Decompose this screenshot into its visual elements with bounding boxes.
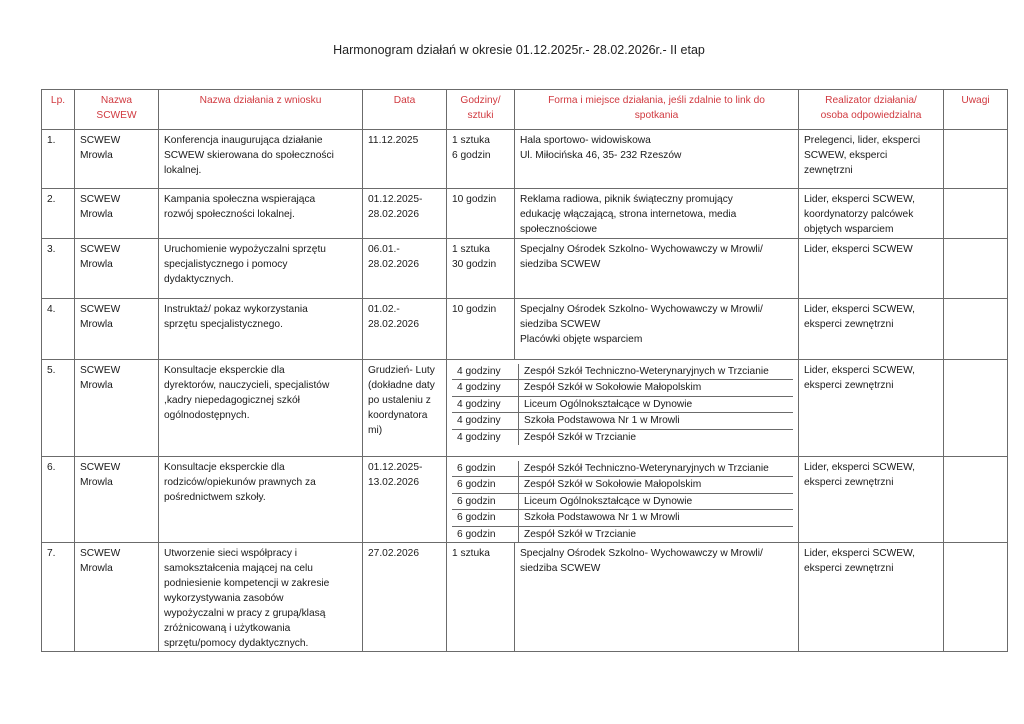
nazwa-text: SCWEW skierowana do społeczności: [164, 150, 334, 161]
forma-text: Reklama radiowa, piknik świąteczny promujący: [520, 194, 733, 205]
cell-scwew: [75, 239, 159, 299]
realizator-text: Lider, eksperci SCWEW: [804, 244, 913, 255]
cell-forma: [515, 189, 799, 239]
document-title: Harmonogram działań w okresie 01.12.2025r.- 28.02.2026r.- II etap: [333, 43, 705, 57]
table-body: [42, 130, 1008, 652]
cell-nazwa: [159, 239, 363, 299]
nazwa-text: Utworzenie sieci współpracy i: [164, 547, 298, 559]
sub-row: [452, 477, 793, 493]
header-label: Data: [393, 95, 416, 106]
sub-row: [452, 413, 793, 429]
sub-godziny: 6 godzin: [452, 461, 519, 476]
data-text: mi): [368, 425, 383, 436]
cell-forma: [515, 130, 799, 189]
cell-data: [363, 360, 447, 457]
cell-scwew: [75, 130, 159, 189]
cell-godziny: [447, 299, 515, 360]
cell-scwew: [75, 457, 159, 543]
cell-realizator: [799, 130, 944, 189]
data-text: (dokładne daty: [368, 380, 435, 391]
data-text: 11.12.2025: [368, 135, 419, 146]
cell-lp: 1.: [42, 130, 75, 189]
godziny-text: 1 sztuka: [452, 135, 490, 146]
realizator-text: Lider, eksperci SCWEW,: [804, 304, 915, 315]
cell-uwagi: [944, 130, 1008, 189]
table-row: [42, 360, 1008, 457]
realizator-text: zewnętrzni: [804, 165, 853, 176]
cell-sub-schedule: [447, 360, 799, 457]
scwew-text: Mrowla: [80, 150, 113, 161]
forma-text: Specjalny Ośrodek Szkolno- Wychowawczy w Mrowli/: [520, 244, 763, 255]
forma-text: Hala sportowo- widowiskowa: [520, 135, 651, 146]
nazwa-text: ogólnodostępnych.: [164, 410, 250, 421]
realizator-text: eksperci zewnętrzni: [804, 477, 894, 488]
scwew-text: Mrowla: [80, 380, 113, 391]
nazwa-text: specjalistycznego i pomocy: [164, 259, 288, 270]
scwew-text: Mrowla: [80, 259, 113, 270]
nazwa-text: samokształcenia mającej na celu: [164, 562, 313, 574]
header-data: [363, 90, 447, 130]
realizator-text: Lider, eksperci SCWEW,: [804, 365, 915, 376]
table-row: [42, 542, 1008, 651]
cell-realizator: [799, 299, 944, 360]
scwew-text: Mrowla: [80, 562, 113, 574]
sub-row: [452, 461, 793, 477]
sub-row: [452, 430, 793, 445]
cell-nazwa: [159, 189, 363, 239]
scwew-text: Mrowla: [80, 477, 113, 488]
cell-scwew: [75, 299, 159, 360]
nazwa-text: wypożyczalni w pracy z grupą/klasą: [164, 607, 326, 619]
sub-miejsce: Liceum Ogólnokształcące w Dynowie: [524, 495, 693, 507]
nazwa-text: podniesienie kompetencji w zakresie: [164, 577, 330, 589]
header-lp: [42, 90, 75, 130]
nazwa-text: zróżnicowaną i użytkowania: [164, 622, 291, 634]
header-uwagi: [944, 90, 1008, 130]
sub-godziny: 4 godziny: [452, 364, 519, 379]
sub-miejsce: Zespół Szkół w Sokołowie Małopolskim: [524, 479, 702, 491]
cell-scwew: [75, 360, 159, 457]
nazwa-text: Konsultacje eksperckie dla: [164, 365, 285, 376]
cell-data: [363, 457, 447, 543]
nazwa-text: sprzętu specjalistycznego.: [164, 319, 283, 330]
cell-godziny: [447, 189, 515, 239]
nazwa-text: pośrednictwem szkoły.: [164, 492, 266, 503]
sub-row: [452, 510, 793, 526]
scwew-text: SCWEW: [80, 244, 121, 255]
cell-nazwa: [159, 457, 363, 543]
table-row: [42, 189, 1008, 239]
table-row: [42, 239, 1008, 299]
sub-godziny: 6 godzin: [452, 494, 519, 509]
cell-data: [363, 239, 447, 299]
forma-text: Ul. Miłocińska 46, 35- 232 Rzeszów: [520, 150, 682, 161]
realizator-text: eksperci zewnętrzni: [804, 380, 894, 391]
sub-miejsce: Zespół Szkół Techniczno-Weterynaryjnych w Trzcianie: [524, 463, 769, 474]
header-label-line: SCWEW: [96, 110, 137, 121]
header-label-line: Nazwa: [100, 95, 133, 106]
cell-realizator: [799, 542, 944, 651]
cell-nazwa: [159, 360, 363, 457]
data-text: 28.02.2026: [368, 319, 419, 330]
sub-row: [452, 397, 793, 413]
cell-data: [363, 299, 447, 360]
cell-godziny: [447, 542, 515, 651]
cell-forma: [515, 299, 799, 360]
sub-miejsce: Zespół Szkół w Trzcianie: [524, 431, 637, 443]
header-nazwa-dzialania: [159, 90, 363, 130]
realizator-text: koordynatorzy palcówek: [804, 209, 914, 220]
cell-uwagi: [944, 360, 1008, 457]
cell-data: [363, 130, 447, 189]
header-label-line: Realizator działania/: [825, 95, 917, 106]
cell-data: [363, 542, 447, 651]
cell-forma: [515, 542, 799, 651]
forma-text: Specjalny Ośrodek Szkolno- Wychowawczy w Mrowli/: [520, 547, 763, 559]
data-text: 13.02.2026: [368, 477, 419, 488]
forma-text: siedziba SCWEW: [520, 562, 601, 574]
cell-realizator: [799, 457, 944, 543]
scwew-text: SCWEW: [80, 194, 121, 205]
sub-godziny: 6 godzin: [452, 527, 519, 542]
header-label-line: Godziny/: [460, 95, 501, 106]
sub-miejsce: Liceum Ogólnokształcące w Dynowie: [524, 398, 693, 410]
godziny-text: 10 godzin: [452, 304, 497, 315]
cell-godziny: [447, 130, 515, 189]
schedule-table: [41, 89, 1008, 652]
scwew-text: Mrowla: [80, 319, 113, 330]
cell-uwagi: [944, 457, 1008, 543]
nazwa-text: ,kadry niepedagogicznej szkół: [164, 395, 300, 406]
cell-data: [363, 189, 447, 239]
header-label: Nazwa działania z wniosku: [199, 95, 322, 106]
table-row: [42, 130, 1008, 189]
scwew-text: SCWEW: [80, 135, 121, 146]
realizator-text: objętych wsparciem: [804, 224, 894, 235]
scwew-text: SCWEW: [80, 547, 121, 559]
sub-godziny: 4 godziny: [452, 430, 519, 445]
header-label: Uwagi: [961, 95, 990, 106]
cell-lp: 3.: [42, 239, 75, 299]
nazwa-text: dydaktycznych.: [164, 274, 234, 285]
godziny-text: 1 sztuka: [452, 547, 490, 559]
cell-uwagi: [944, 299, 1008, 360]
cell-lp: 6.: [42, 457, 75, 543]
sub-miejsce: Zespół Szkół w Trzcianie: [524, 528, 637, 540]
table-row: [42, 457, 1008, 543]
cell-uwagi: [944, 542, 1008, 651]
header-forma: [515, 90, 799, 130]
scwew-text: SCWEW: [80, 462, 121, 473]
godziny-text: 10 godzin: [452, 194, 497, 205]
cell-forma: [515, 239, 799, 299]
realizator-text: Prelegenci, lider, eksperci: [804, 135, 921, 146]
cell-realizator: [799, 189, 944, 239]
data-text: 01.12.2025-: [368, 194, 423, 205]
cell-sub-schedule: [447, 457, 799, 543]
realizator-text: Lider, eksperci SCWEW,: [804, 462, 915, 473]
data-text: 06.01.-: [368, 244, 400, 255]
cell-realizator: [799, 360, 944, 457]
scwew-text: SCWEW: [80, 304, 121, 315]
forma-text: Specjalny Ośrodek Szkolno- Wychowawczy w Mrowli/: [520, 304, 763, 315]
forma-text: siedziba SCWEW: [520, 259, 601, 270]
header-nazwa-scwew: [75, 90, 159, 130]
cell-realizator: [799, 239, 944, 299]
nazwa-text: lokalnej.: [164, 165, 202, 176]
nazwa-text: sprzętu/pomocy dydaktycznych.: [164, 637, 309, 649]
cell-lp: 4.: [42, 299, 75, 360]
realizator-text: eksperci zewnętrzni: [804, 562, 894, 574]
nazwa-text: rodziców/opiekunów prawnych za: [164, 477, 316, 488]
cell-godziny: [447, 239, 515, 299]
data-text: 28.02.2026: [368, 259, 419, 270]
nazwa-text: Instruktaż/ pokaz wykorzystania: [164, 304, 308, 315]
sub-godziny: 4 godziny: [452, 413, 519, 428]
forma-text: Placówki objęte wsparciem: [520, 334, 643, 345]
header-label-line: spotkania: [634, 110, 679, 121]
cell-nazwa: [159, 542, 363, 651]
nazwa-text: Kampania społeczna wspierająca: [164, 194, 316, 205]
realizator-text: Lider, eksperci SCWEW,: [804, 547, 915, 559]
sub-row: [452, 364, 793, 380]
cell-nazwa: [159, 299, 363, 360]
scwew-text: Mrowla: [80, 209, 113, 220]
data-text: Grudzień- Luty: [368, 365, 435, 376]
sub-row: [452, 494, 793, 510]
data-text: 28.02.2026: [368, 209, 419, 220]
nazwa-text: wykorzystywania zasobów: [164, 592, 284, 604]
forma-text: siedziba SCWEW: [520, 319, 601, 330]
nazwa-text: dyrektorów, nauczycieli, specjalistów: [164, 380, 330, 391]
header-realizator: [799, 90, 944, 130]
table-row: [42, 299, 1008, 360]
realizator-text: SCWEW, eksperci: [804, 150, 888, 161]
sub-row: [452, 527, 793, 542]
cell-lp: 7.: [42, 542, 75, 651]
sub-miejsce: Szkoła Podstawowa Nr 1 w Mrowli: [524, 512, 680, 524]
header-lp-label: Lp.: [50, 95, 66, 106]
forma-text: edukację włączającą, strona internetowa, media: [520, 209, 737, 220]
cell-lp: 2.: [42, 189, 75, 239]
sub-miejsce: Zespół Szkół w Sokołowie Małopolskim: [524, 382, 702, 394]
sub-godziny: 4 godziny: [452, 397, 519, 412]
header-label-line: osoba odpowiedzialna: [820, 110, 922, 121]
scwew-text: SCWEW: [80, 365, 121, 376]
data-text: po ustaleniu z: [368, 395, 431, 406]
header-godziny: [447, 90, 515, 130]
cell-lp: 5.: [42, 360, 75, 457]
godziny-text: 30 godzin: [452, 259, 497, 270]
sub-godziny: 6 godzin: [452, 477, 519, 492]
data-text: 01.12.2025-: [368, 462, 423, 473]
godziny-text: 1 sztuka: [452, 244, 490, 255]
header-label-line: sztuki: [467, 110, 494, 121]
cell-scwew: [75, 189, 159, 239]
realizator-text: Lider, eksperci SCWEW,: [804, 194, 915, 205]
forma-text: społecznościowe: [520, 224, 598, 235]
sub-godziny: 6 godzin: [452, 510, 519, 525]
sub-row: [452, 380, 793, 396]
sub-godziny: 4 godziny: [452, 380, 519, 395]
nazwa-text: Konsultacje eksperckie dla: [164, 462, 285, 473]
sub-miejsce: Zespół Szkół Techniczno-Weterynaryjnych w Trzcianie: [524, 366, 769, 377]
data-text: 27.02.2026: [368, 547, 419, 559]
cell-nazwa: [159, 130, 363, 189]
cell-uwagi: [944, 239, 1008, 299]
header-label-line: Forma i miejsce działania, jeśli zdalnie to link do: [548, 95, 765, 106]
cell-scwew: [75, 542, 159, 651]
header-row: [42, 90, 1008, 130]
nazwa-text: rozwój społeczności lokalnej.: [164, 209, 295, 220]
sub-miejsce: Szkoła Podstawowa Nr 1 w Mrowli: [524, 415, 680, 427]
nazwa-text: Uruchomienie wypożyczalni sprzętu: [164, 244, 326, 255]
data-text: koordynatora: [368, 410, 428, 421]
data-text: 01.02.-: [368, 304, 400, 315]
cell-uwagi: [944, 189, 1008, 239]
godziny-text: 6 godzin: [452, 150, 491, 161]
realizator-text: eksperci zewnętrzni: [804, 319, 894, 330]
nazwa-text: Konferencja inaugurująca działanie: [164, 135, 323, 146]
